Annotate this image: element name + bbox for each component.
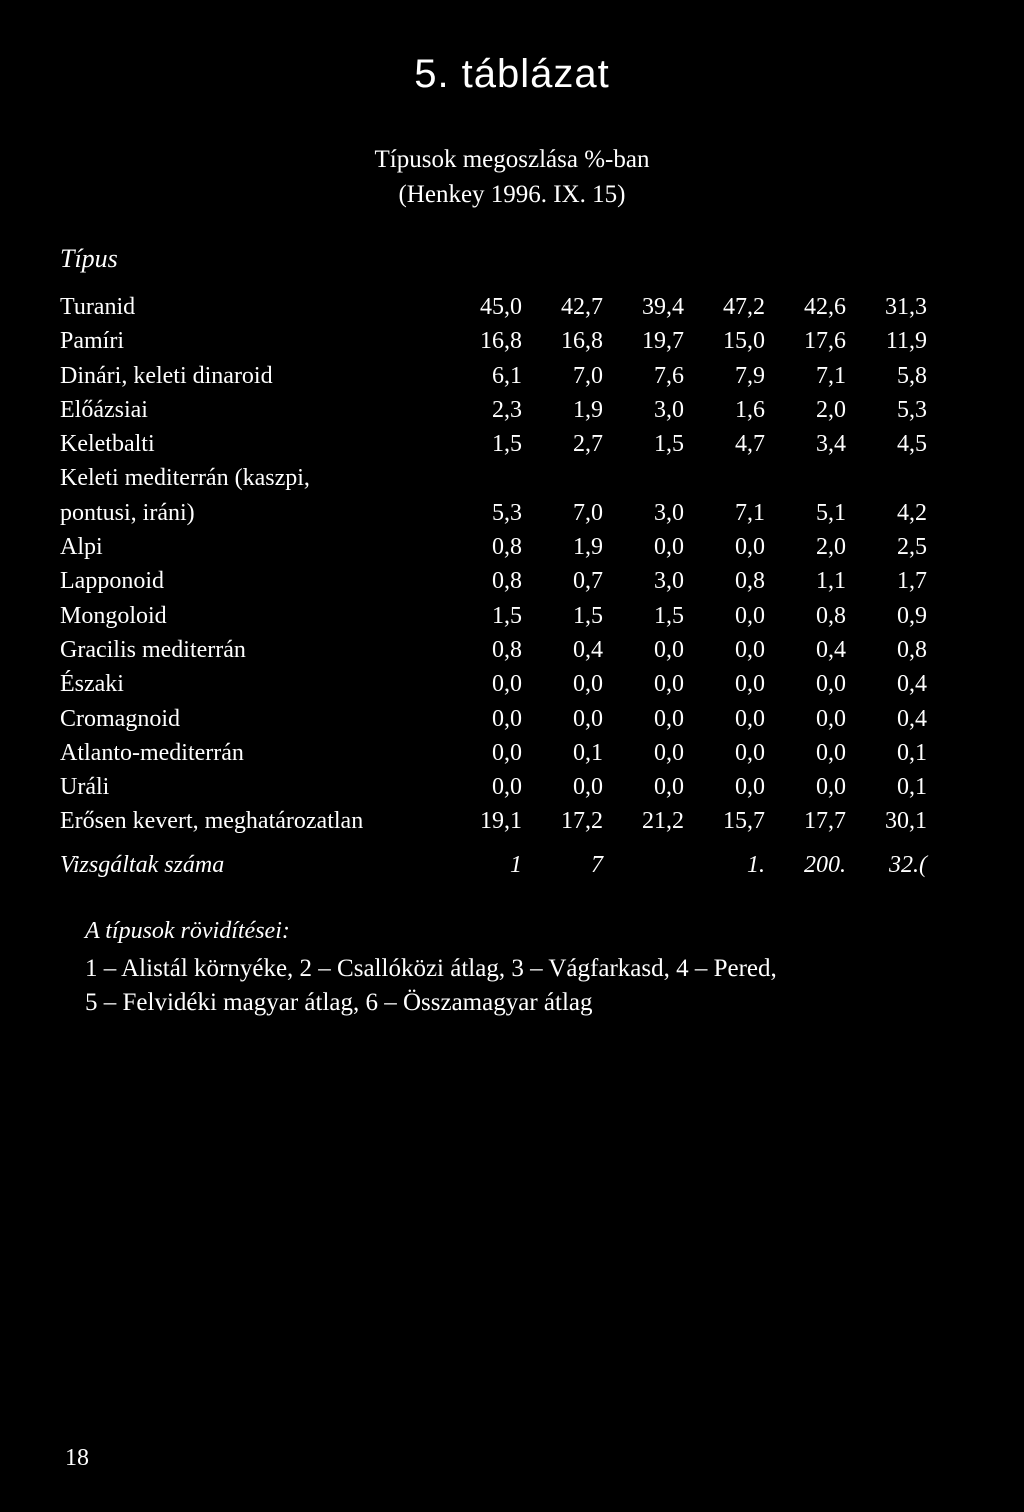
sample-count-row	[60, 852, 940, 879]
sample-count-cell: 32.(	[889, 852, 927, 878]
table-row	[60, 359, 940, 393]
table-cell: 0,0	[573, 671, 603, 698]
table-cell: 47,2	[723, 294, 765, 320]
table-cell: 5,1	[816, 499, 846, 526]
table-cell: 0,0	[492, 774, 522, 801]
table-cell: 1,5	[492, 602, 522, 629]
table-cell: 0,0	[654, 534, 684, 561]
table-cell: 0,0	[573, 705, 603, 732]
table-cell: 31,3	[885, 294, 927, 320]
table-cell: 0,4	[816, 636, 846, 663]
sample-count-label: Vizsgáltak száma	[60, 852, 225, 878]
table-cell: 3,4	[816, 431, 846, 458]
row-label: Pamíri	[60, 328, 124, 355]
table-cell: 11,9	[885, 328, 927, 355]
table-row	[60, 804, 940, 838]
row-label: Uráli	[60, 774, 110, 801]
table-cell: 5,3	[492, 499, 522, 526]
table-cell: 0,0	[816, 671, 846, 698]
row-cells	[440, 804, 927, 838]
table-row	[60, 290, 940, 324]
subtitle-line-1: Típusok megoszlása %-ban	[374, 146, 650, 173]
table-row	[60, 770, 940, 804]
table-cell: 0,4	[897, 705, 927, 732]
table-cell: 0,0	[654, 671, 684, 698]
table-cell: 15,0	[723, 328, 765, 355]
row-label: Lapponoid	[60, 568, 164, 595]
table-cell: 17,2	[561, 808, 603, 835]
table-cell: 19,1	[480, 808, 522, 835]
table-cell: 19,7	[642, 328, 684, 355]
table-cell: 0,9	[897, 602, 927, 629]
row-cells	[440, 599, 927, 633]
table-cell: 2,3	[492, 396, 522, 423]
table-row	[60, 496, 940, 530]
table-cell: 0,0	[816, 739, 846, 766]
table-cell: 1,7	[897, 568, 927, 595]
table-cell: 0,0	[816, 705, 846, 732]
page-number: 18	[65, 1445, 89, 1471]
table-cell: 39,4	[642, 294, 684, 320]
table-cell: 2,0	[816, 534, 846, 561]
table-cell: 0,8	[816, 602, 846, 629]
table-cell: 0,0	[573, 774, 603, 801]
table-cell: 1,5	[654, 431, 684, 458]
table-cell: 30,1	[885, 808, 927, 835]
row-cells	[440, 530, 927, 564]
row-cells	[440, 702, 927, 736]
abbreviations-line-1: 1 – Alistál környéke, 2 – Csallóközi átlag, 3 – Vágfarkasd, 4 – Pered,	[85, 955, 777, 982]
table-cell: 17,6	[804, 328, 846, 355]
table-cell: 0,0	[492, 705, 522, 732]
table-cell: 7,1	[816, 362, 846, 389]
table-cell: 0,0	[654, 739, 684, 766]
table-cell: 5,3	[897, 396, 927, 423]
row-label: Atlanto-mediterrán	[60, 739, 244, 766]
row-label: Dinári, keleti dinaroid	[60, 362, 273, 389]
table-row	[60, 530, 940, 564]
table-cell: 42,7	[561, 294, 603, 320]
table-cell: 1,5	[654, 602, 684, 629]
sample-count-cell	[603, 852, 684, 879]
table-cell: 2,5	[897, 534, 927, 561]
table-row	[60, 702, 940, 736]
table-cell: 5,8	[897, 362, 927, 389]
row-label: Erősen kevert, meghatározatlan	[60, 808, 364, 835]
table-row	[60, 736, 940, 770]
table-row	[60, 461, 940, 495]
abbreviations-line-2: 5 – Felvidéki magyar átlag, 6 – Összamagyar átlag	[85, 989, 593, 1016]
table-cell: 45,0	[480, 294, 522, 320]
subtitle-line-2: (Henkey 1996. IX. 15)	[398, 181, 626, 208]
row-cells	[440, 667, 927, 701]
table-cell: 3,0	[654, 568, 684, 595]
data-table	[60, 290, 940, 839]
table-cell: 0,8	[492, 568, 522, 595]
table-cell: 16,8	[561, 328, 603, 355]
table-cell: 1,9	[573, 396, 603, 423]
table-row	[60, 393, 940, 427]
table-subtitle	[0, 142, 1024, 212]
table-cell: 42,6	[804, 294, 846, 320]
row-cells	[440, 393, 927, 427]
table-cell: 0,4	[573, 636, 603, 663]
table-cell: 0,8	[492, 636, 522, 663]
row-label: Északi	[60, 671, 124, 698]
table-cell: 4,2	[897, 499, 927, 526]
table-cell: 0,0	[735, 705, 765, 732]
row-cells	[440, 496, 927, 530]
row-label: Mongoloid	[60, 602, 167, 629]
table-cell: 7,0	[573, 499, 603, 526]
row-cells	[440, 290, 927, 324]
sample-count-cell: 1	[510, 852, 522, 878]
table-cell: 1,5	[573, 602, 603, 629]
table-cell: 0,0	[492, 671, 522, 698]
table-cell: 2,0	[816, 396, 846, 423]
table-cell: 0,0	[735, 602, 765, 629]
table-cell: 15,7	[723, 808, 765, 835]
row-cells	[440, 736, 927, 770]
table-cell: 3,0	[654, 499, 684, 526]
row-cells	[440, 564, 927, 598]
table-cell: 1,9	[573, 534, 603, 561]
table-cell: 0,0	[735, 534, 765, 561]
table-cell: 0,0	[654, 636, 684, 663]
table-cell: 0,4	[897, 671, 927, 698]
table-cell: 4,7	[735, 431, 765, 458]
row-cells	[440, 324, 927, 358]
table-cell: 0,0	[735, 671, 765, 698]
table-row	[60, 324, 940, 358]
table-cell: 0,0	[735, 774, 765, 801]
table-cell: 0,1	[897, 739, 927, 766]
row-label: pontusi, iráni)	[60, 499, 195, 526]
table-cell: 6,1	[492, 362, 522, 389]
table-cell: 0,0	[816, 774, 846, 801]
table-cell: 1,5	[492, 431, 522, 458]
row-label: Keleti mediterrán (kaszpi,	[60, 465, 310, 492]
table-row	[60, 599, 940, 633]
table-cell: 1,1	[816, 568, 846, 595]
table-cell: 0,0	[735, 739, 765, 766]
table-cell: 7,1	[735, 499, 765, 526]
table-cell: 0,1	[897, 774, 927, 801]
row-label: Alpi	[60, 534, 103, 561]
table-cell: 0,7	[573, 568, 603, 595]
table-cell: 7,9	[735, 362, 765, 389]
row-label: Keletbalti	[60, 431, 155, 458]
table-cell: 16,8	[480, 328, 522, 355]
abbreviations-header: A típusok rövidítései:	[85, 918, 290, 944]
sample-count-cell: 1.	[747, 852, 765, 878]
table-row	[60, 667, 940, 701]
table-row	[60, 564, 940, 598]
table-cell: 7,0	[573, 362, 603, 389]
table-cell: 2,7	[573, 431, 603, 458]
table-cell: 0,0	[735, 636, 765, 663]
table-cell: 0,8	[735, 568, 765, 595]
table-cell: 0,0	[654, 705, 684, 732]
table-row	[60, 427, 940, 461]
row-cells	[440, 359, 927, 393]
table-cell: 0,0	[492, 739, 522, 766]
type-column-header: Típus	[60, 244, 118, 273]
table-cell: 1,6	[735, 396, 765, 423]
table-cell: 0,8	[492, 534, 522, 561]
row-label: Gracilis mediterrán	[60, 636, 246, 663]
row-cells	[440, 633, 927, 667]
table-cell: 0,0	[654, 774, 684, 801]
table-cell: 17,7	[804, 808, 846, 835]
table-cell: 4,5	[897, 431, 927, 458]
sample-count-cell: 200.	[804, 852, 846, 878]
table-row	[60, 633, 940, 667]
table-cell: 7,6	[654, 362, 684, 389]
sample-count-cell: 7	[591, 852, 603, 878]
table-cell: 21,2	[642, 808, 684, 835]
row-cells	[440, 427, 927, 461]
sample-count-cells	[440, 852, 927, 879]
table-cell: 0,8	[897, 636, 927, 663]
row-cells	[440, 770, 927, 804]
row-label: Turanid	[60, 294, 136, 320]
row-label: Előázsiai	[60, 396, 148, 423]
table-title: 5. táblázat	[414, 52, 610, 96]
table-cell: 0,1	[573, 739, 603, 766]
row-label: Cromagnoid	[60, 705, 180, 732]
table-cell: 3,0	[654, 396, 684, 423]
